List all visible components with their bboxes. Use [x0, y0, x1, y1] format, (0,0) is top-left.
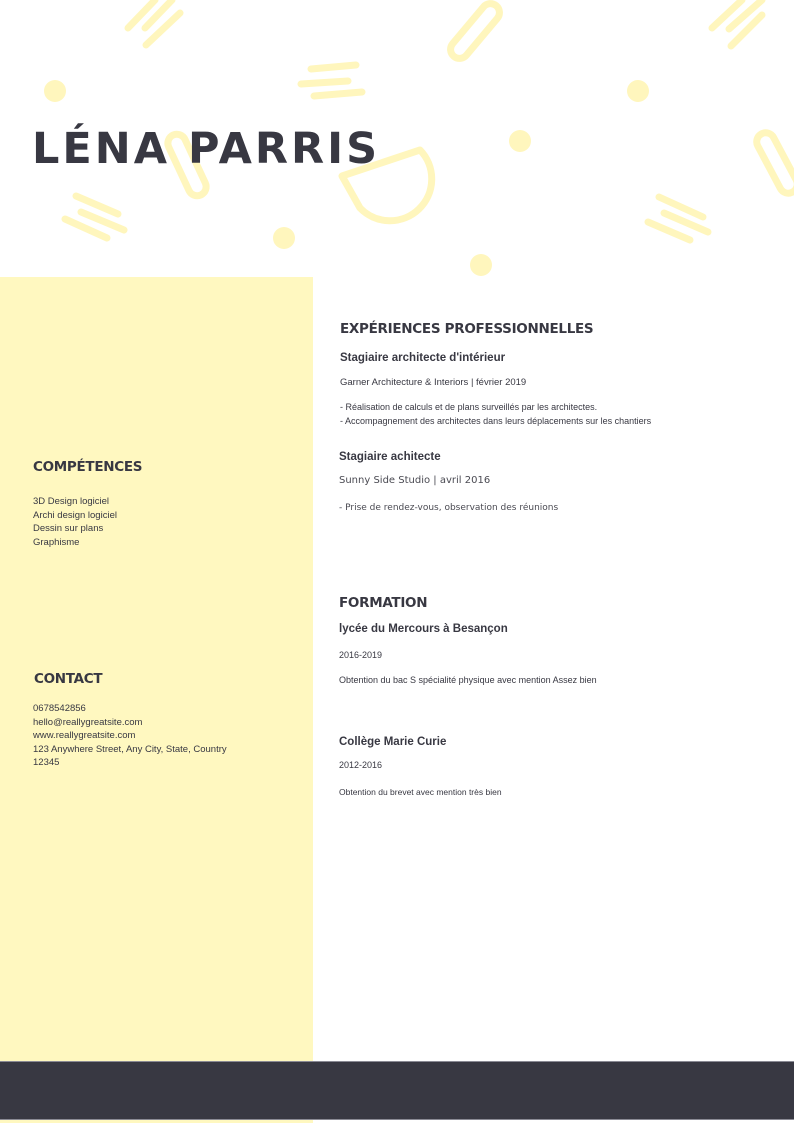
job-detail: - Réalisation de calculs et de plans surveillés par les architectes. — [340, 402, 598, 412]
job-company-date: Sunny Side Studio | avril 2016 — [339, 475, 491, 486]
school-years: 2012-2016 — [339, 760, 383, 770]
school-name: lycée du Mercours à Besançon — [339, 623, 508, 635]
contact-email[interactable]: hello@reallygreatsite.com — [33, 716, 143, 728]
skills-list — [33, 495, 117, 549]
education-title: FORMATION — [339, 595, 428, 611]
school-name: Collège Marie Curie — [339, 736, 447, 748]
skill-item: Graphisme — [33, 536, 80, 548]
skill-item: Dessin sur plans — [33, 523, 104, 534]
skill-item: Archi design logiciel — [33, 509, 117, 521]
job-role: Stagiaire architecte d'intérieur — [340, 352, 506, 364]
contact-address: 123 Anywhere Street, Any City, State, Country — [33, 743, 227, 755]
job-detail: - Prise de rendez-vous, observation des réunions — [339, 503, 559, 513]
job-role: Stagiaire achitecte — [339, 451, 441, 463]
sidebar — [0, 277, 313, 1123]
job-detail: - Accompagnement des architectes dans leurs déplacements sur les chantiers — [340, 416, 652, 426]
contact-phone: 0678542856 — [33, 703, 86, 714]
experience-title: EXPÉRIENCES PROFESSIONNELLES — [340, 321, 594, 337]
job-company-date: Garner Architecture & Interiors | février 2019 — [340, 377, 527, 388]
skill-item: 3D Design logiciel — [33, 496, 110, 507]
contact-list — [33, 702, 227, 770]
footer-band — [0, 1061, 794, 1120]
school-description: Obtention du brevet avec mention très bien — [339, 787, 502, 797]
contact-title: CONTACT — [34, 671, 103, 687]
candidate-name: LÉNA PARRIS — [32, 124, 381, 174]
school-years: 2016-2019 — [339, 650, 383, 660]
school-description: Obtention du bac S spécialité physique avec mention Assez bien — [339, 675, 597, 685]
contact-postcode: 12345 — [33, 757, 60, 768]
contact-website[interactable]: www.reallygreatsite.com — [33, 730, 136, 741]
skills-title: COMPÉTENCES — [33, 459, 143, 475]
